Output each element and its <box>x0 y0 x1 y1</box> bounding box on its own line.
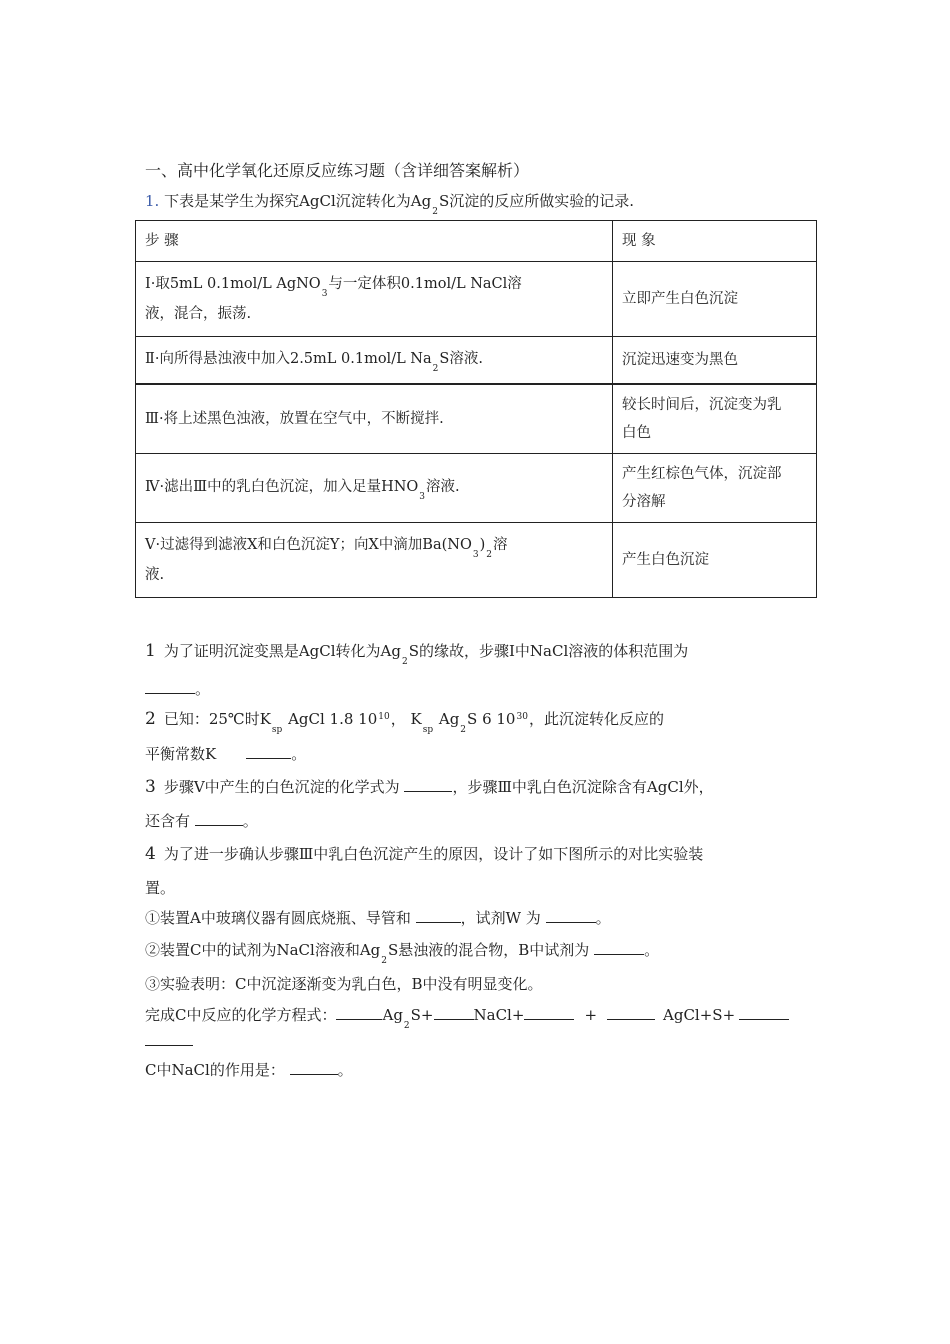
part-2-line-2: 平衡常数K 。 <box>145 745 307 763</box>
phenomenon-cell: 产生白色沉淀 <box>613 523 817 598</box>
answer-blank[interactable] <box>195 813 243 826</box>
part-4-item-1: ①装置A中玻璃仪器有圆底烧瓶、导管和 ，试剂W 为 。 <box>145 909 611 927</box>
answer-blank[interactable] <box>145 681 195 694</box>
part-1-line-1: 1 为了证明沉淀变黑是AgCl转化为$Ag_2S$的缘故，步骤Ⅰ中NaCl溶液的体积范围为 <box>145 641 689 667</box>
answer-blank[interactable] <box>336 1007 382 1020</box>
question-number: 1. <box>145 192 160 210</box>
header-step: 步 骤 <box>136 221 613 262</box>
part-4-equation-cont <box>145 1032 193 1050</box>
answer-blank[interactable] <box>416 910 461 923</box>
part-3-line-2: 还含有 。 <box>145 812 258 830</box>
table-row <box>136 454 817 523</box>
step-cell: Ⅱ·向所得悬浊液中加入2.5mL 0.1mol/L $Na_2S$溶液. <box>136 337 613 385</box>
answer-blank[interactable] <box>290 1062 338 1075</box>
answer-blank[interactable] <box>524 1007 574 1020</box>
table-row <box>136 337 817 385</box>
step-cell: Ⅰ·取5mL 0.1mol/L AgNO$_3$与一定体积0.1mol/L NaCl溶 液，混合，振荡. <box>136 262 613 337</box>
table-row <box>136 523 817 598</box>
part-4-line-1: 4 为了进一步确认步骤Ⅲ中乳白色沉淀产生的原因，设计了如下图所示的对比实验装 <box>145 844 704 864</box>
part-4-line-2: 置。 <box>145 879 176 897</box>
experiment-table <box>135 220 817 598</box>
phenomenon-cell: 沉淀迅速变为黑色 <box>613 337 817 385</box>
phenomenon-cell: 立即产生白色沉淀 <box>613 262 817 337</box>
answer-blank[interactable] <box>434 1007 474 1020</box>
part-4-equation: 完成C中反应的化学方程式： $Ag_2S+$ NaCl+ + AgCl+S+ <box>145 1004 789 1025</box>
answer-blank[interactable] <box>404 779 452 792</box>
part-2-line-1: 2 已知：25℃时$K_{sp}$ AgCl 1.8 $10^{10}$， $K_{sp}$ $Ag_2S$ 6 $10^{30}$，此沉淀转化反应的 <box>145 709 664 735</box>
part-4-last-line: C中NaCl的作用是： 。 <box>145 1061 353 1079</box>
table-row <box>136 262 817 337</box>
table-row <box>136 384 817 454</box>
step-cell: Ⅴ·过滤得到滤液X和白色沉淀Y；向X中滴加$Ba(NO_3)_2$溶 液. <box>136 523 613 598</box>
header-phenomenon: 现 象 <box>613 221 817 262</box>
phenomenon-cell: 较长时间后，沉淀变为乳 白色 <box>613 384 817 454</box>
question-1-intro: 1. 下表是某学生为探究AgCl沉淀转化为$Ag_2S$沉淀的反应所做实验的记录. <box>145 192 635 217</box>
answer-blank[interactable] <box>546 910 596 923</box>
phenomenon-cell: 产生红棕色气体，沉淀部 分溶解 <box>613 454 817 523</box>
answer-blank[interactable] <box>607 1007 655 1020</box>
part-4-item-2: ②装置C中的试剂为NaCl溶液和$Ag_2S$悬浊液的混合物，B中试剂为 。 <box>145 941 660 966</box>
answer-blank[interactable] <box>594 942 644 955</box>
step-cell: Ⅳ·滤出Ⅲ中的乳白色沉淀，加入足量$HNO_3$溶液. <box>136 454 613 523</box>
answer-blank[interactable] <box>739 1007 789 1020</box>
table-header-row <box>136 221 817 262</box>
part-3-line-1: 3 步骤Ⅴ中产生的白色沉淀的化学式为 ，步骤Ⅲ中乳白色沉淀除含有AgCl外， <box>145 777 714 797</box>
answer-blank[interactable] <box>246 746 291 759</box>
part-4-item-3: ③实验表明：C中沉淀逐渐变为乳白色，B中没有明显变化。 <box>145 975 543 993</box>
step-cell: Ⅲ·将上述黑色浊液，放置在空气中，不断搅拌. <box>136 384 613 454</box>
answer-blank[interactable] <box>145 1033 193 1046</box>
section-heading: 一、高中化学氧化还原反应练习题（含详细答案解析） <box>145 161 530 180</box>
part-1-line-2: 。 <box>145 678 210 699</box>
